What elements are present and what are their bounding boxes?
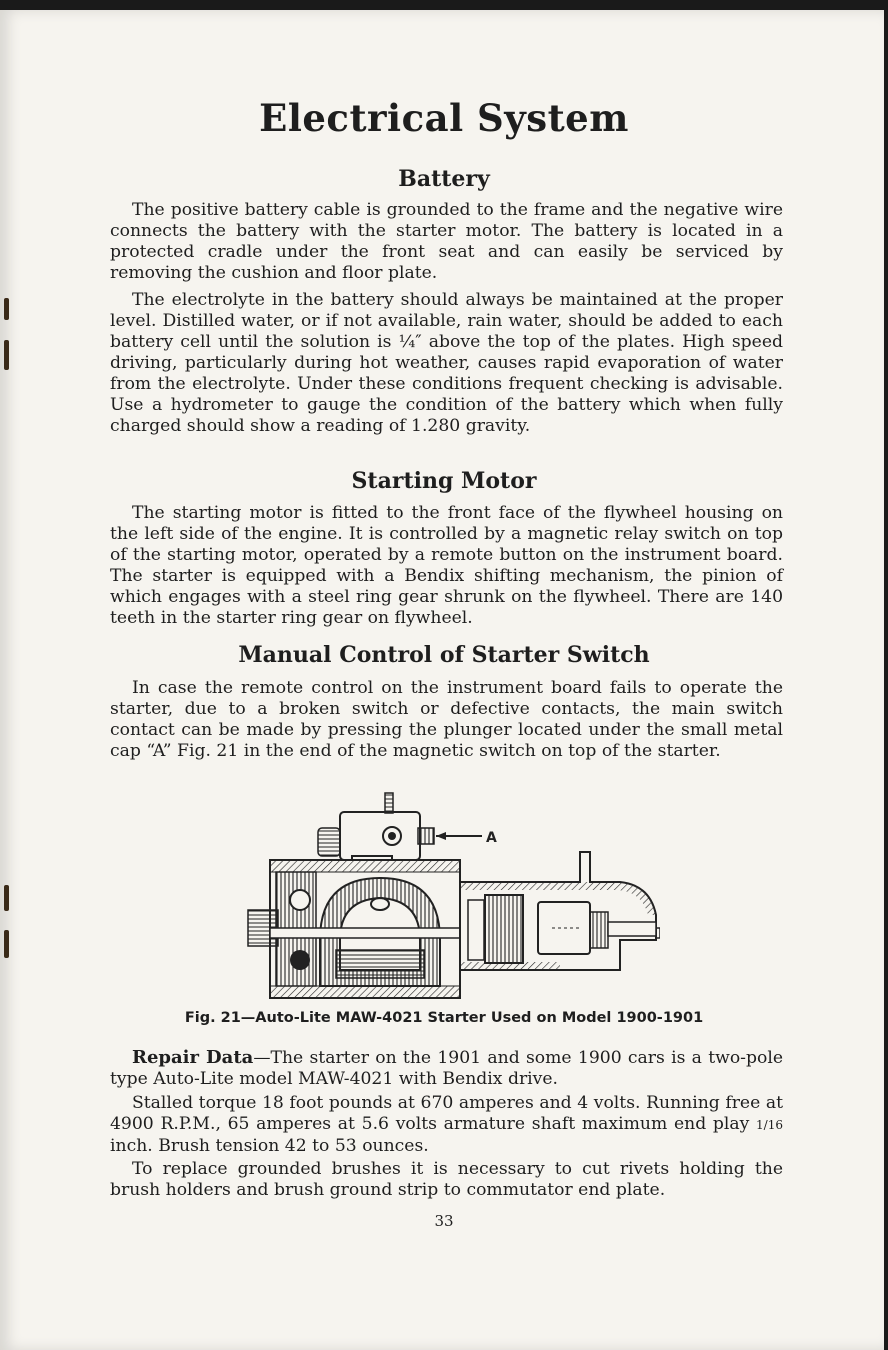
repair-paragraph-2 <box>110 1093 783 1157</box>
repair-paragraph-3 <box>110 1159 783 1201</box>
figure-caption: Fig. 21—Auto-Lite MAW-4021 Starter Used on Model 1900-1901 <box>184 1010 704 1026</box>
battery-p1-text: The positive battery cable is grounded to the frame and the negative wire connects the battery with the starter motor. The battery is located in a protected cradle under the front seat and can easily be serviced by removing the cushion and floor plate. <box>110 200 783 283</box>
margin-mark <box>4 298 9 320</box>
starting-motor-text: The starting motor is fitted to the front face of the flywheel housing on the left side of the engine. It is controlled by a magnetic relay switch on top of the starting motor, operated by a remote button on the instrument board. The starter is equipped with a Bendix shifting mechanism, the pinion of which engages with a steel ring gear shrunk on the flywheel. There are 140 teeth in the starter ring gear on flywheel. <box>110 503 783 628</box>
heading-battery: Battery <box>398 166 490 192</box>
repair-lead: Repair Data <box>132 1047 254 1068</box>
bendix-drive <box>485 895 523 963</box>
page-number: 33 <box>434 1212 454 1230</box>
repair-p2-text: Stalled torque 18 foot pounds at 670 amperes and 4 volts. Running free at 4900 R.P.M., 65 amperes at 5.6 volts armature shaft maximum end play <box>110 1093 783 1134</box>
starter-illustration <box>240 790 660 1005</box>
manual-control-paragraph <box>110 678 783 762</box>
repair-p2-after: inch. Brush tension 42 to 53 ounces. <box>110 1136 429 1156</box>
starter-motor-figure <box>240 790 660 1005</box>
margin-mark <box>4 340 9 370</box>
label-a: A <box>486 830 497 846</box>
battery-paragraph-1 <box>110 200 783 284</box>
battery-paragraph-2 <box>110 290 783 437</box>
margin-mark <box>4 885 9 911</box>
cap-a <box>418 828 434 844</box>
page-title: Electrical System <box>259 96 629 140</box>
heading-manual-control: Manual Control of Starter Switch <box>238 642 650 668</box>
manual-control-text: In case the remote control on the instrument board fails to operate the starter, due to a broken switch or defective contacts, the main switch contact can be made by pressing the plunger located under the small metal cap “A” Fig. 21 in the end of the magnetic switch on top of the starter. <box>110 678 783 761</box>
heading-starting-motor: Starting Motor <box>351 468 537 494</box>
battery-p2-text: The electrolyte in the battery should always be maintained at the proper level. Distilled water, or if not available, rain water, should be added to each battery cell until the solution is ¼″ above the top of the plates. High speed driving, particularly during hot weather, causes rapid evaporation of water from the electrolyte. Under these conditions frequent checking is advisable. Use a hydrometer to gauge the condition of the battery which when fully charged should show a reading of 1.280 gravity. <box>110 290 783 436</box>
repair-p1-text: —The starter on the 1901 and some 1900 cars is a two-pole type Auto-Lite model MAW-4021 with Bendix drive. <box>110 1048 783 1089</box>
fraction: 1/16 <box>756 1118 783 1132</box>
repair-p3-text: To replace grounded brushes it is necessary to cut rivets holding the brush holders and brush ground strip to commutator end plate. <box>110 1159 783 1200</box>
repair-paragraph-1 <box>110 1047 783 1090</box>
magnetic-switch <box>340 812 420 860</box>
margin-mark <box>4 930 9 958</box>
starting-motor-paragraph <box>110 503 783 629</box>
